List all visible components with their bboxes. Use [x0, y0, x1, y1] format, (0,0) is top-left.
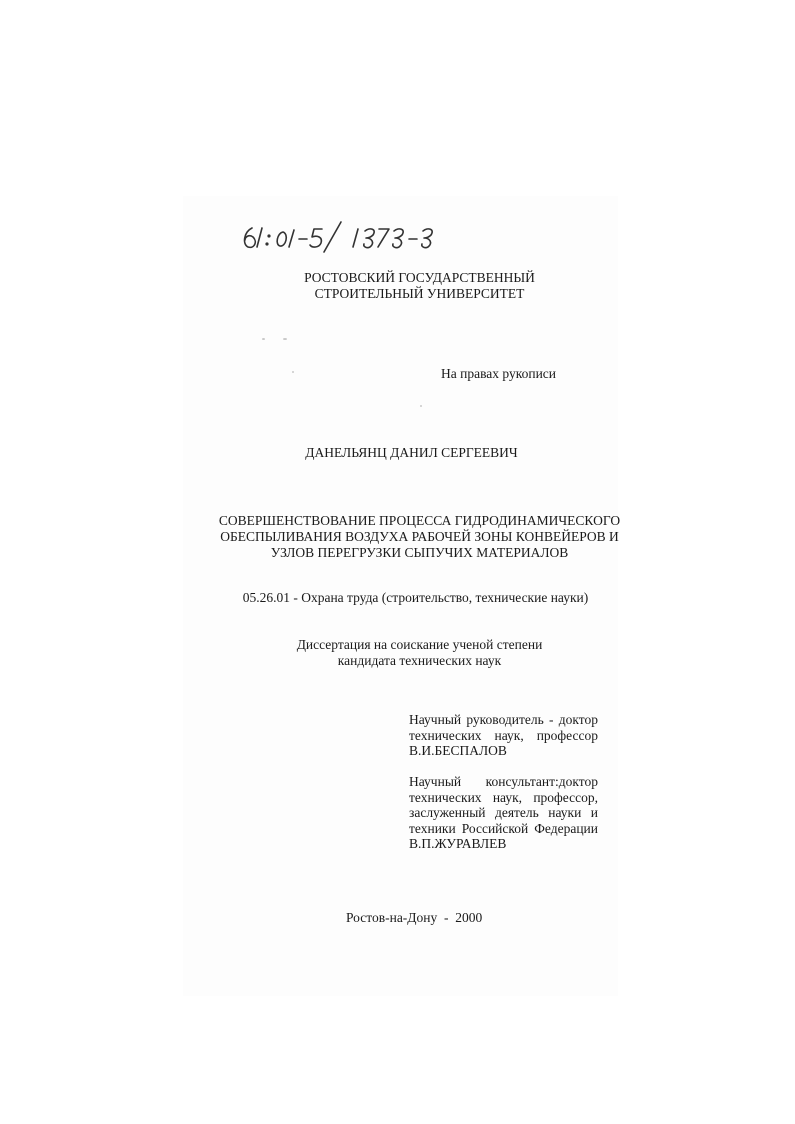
consultant-line: Научный консультант:доктор	[409, 774, 598, 789]
scan-speck	[292, 371, 294, 373]
specialty-line: 05.26.01 - Охрана труда (строительство, технические науки)	[242, 590, 589, 605]
scan-speck	[262, 338, 265, 340]
city-and-year: Ростов-на-Дону - 2000	[346, 910, 483, 925]
degree-line: Диссертация на соискание ученой степени	[296, 637, 543, 652]
supervisor-line: Научный руководитель - доктор	[409, 712, 598, 727]
scan-speck	[283, 338, 287, 340]
dissertation-title	[22, 513, 795, 561]
title-line: ОБЕСПЫЛИВАНИЯ ВОЗДУХА РАБОЧЕЙ ЗОНЫ КОНВЕЙЕРОВ И	[220, 529, 619, 544]
institution-line: РОСТОВСКИЙ ГОСУДАРСТВЕННЫЙ	[304, 270, 535, 285]
institution-name	[22, 270, 795, 302]
title-line: УЗЛОВ ПЕРЕГРУЗКИ СЫПУЧИХ МАТЕРИАЛОВ	[270, 545, 569, 560]
consultant-name: В.П.ЖУРАВЛЕВ	[409, 836, 507, 851]
supervisor-name: В.И.БЕСПАЛОВ	[409, 743, 507, 758]
author-name	[14, 445, 795, 461]
consultant-line: заслуженный деятель науки и	[409, 805, 598, 820]
scan-speck	[420, 405, 422, 407]
degree-statement	[22, 637, 795, 669]
consultant-line: технических наук, профессор,	[409, 789, 598, 805]
title-line: СОВЕРШЕНСТВОВАНИЕ ПРОЦЕССА ГИДРОДИНАМИЧЕСКОГО	[218, 513, 621, 528]
scientific-supervisor	[409, 712, 598, 759]
scientific-consultant	[409, 774, 598, 852]
consultant-line: техники Российской Федерации	[409, 820, 598, 836]
supervisor-line: технических наук, профессор	[409, 727, 598, 743]
rights-note: На правах рукописи	[441, 366, 557, 381]
author-line: ДАНЕЛЬЯНЦ ДАНИЛ СЕРГЕЕВИЧ	[305, 445, 518, 460]
handwritten-archive-code	[238, 216, 488, 256]
institution-line: СТРОИТЕЛЬНЫЙ УНИВЕРСИТЕТ	[314, 286, 525, 301]
degree-line: кандидата технических наук	[337, 653, 502, 668]
specialty-code	[18, 590, 795, 606]
